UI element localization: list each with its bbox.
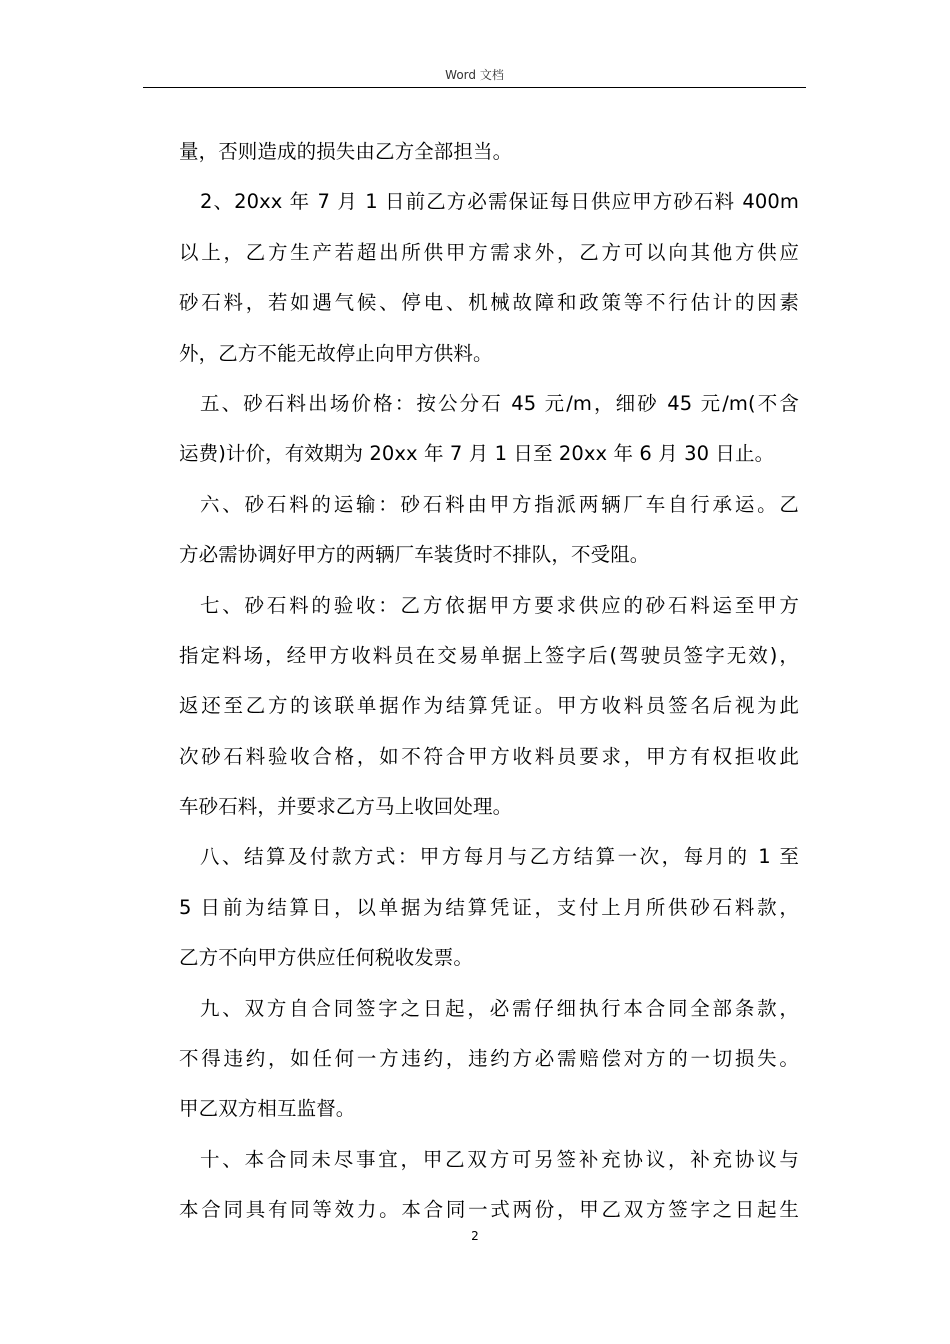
text-line: 方必需协调好甲方的两辆厂车装货时不排队，不受阻。 [179,543,650,567]
text-line: 乙方不向甲方供应任何税收发票。 [179,946,474,970]
text-line: 八、结算及付款方式：甲方每月与乙方结算一次，每月的 1 至 [200,845,799,869]
text-line: 次砂石料验收合格，如不符合甲方收料员要求，甲方有权拒收此 [179,744,799,768]
text-line: 运费)计价，有效期为 20xx 年 7 月 1 日至 20xx 年 6 月 30 日止。 [179,442,775,466]
page-number: 2 [471,1229,479,1243]
header-divider [143,87,806,88]
text-line: 量，否则造成的损失由乙方全部担当。 [179,140,513,163]
text-line: 十、本合同未尽事宜，甲乙双方可另签补充协议，补充协议与 [200,1147,799,1171]
text-line: 本合同具有同等效力。本合同一式两份，甲乙双方签字之日起生 [179,1198,799,1222]
text-line: 外，乙方不能无故停止向甲方供料。 [179,341,493,365]
text-line: 六、砂石料的运输：砂石料由甲方指派两辆厂车自行承运。乙 [200,492,799,516]
text-line: 返还至乙方的该联单据作为结算凭证。甲方收料员签名后视为此 [179,694,799,718]
page-header: Word 文档 [445,68,504,82]
text-line: 以上，乙方生产若超出所供甲方需求外，乙方可以向其他方供应 [179,240,799,264]
text-line: 甲乙双方相互监督。 [179,1097,356,1121]
text-line: 五、砂石料出场价格：按公分石 45 元/m，细砂 45 元/m(不含 [200,391,799,415]
text-line: 九、双方自合同签字之日起，必需仔细执行本合同全部条款， [200,996,799,1020]
text-line: 不得违约，如任何一方违约，违约方必需赔偿对方的一切损失。 [179,1047,799,1071]
text-line: 5 日前为结算日，以单据为结算凭证，支付上月所供砂石料款， [179,895,799,919]
text-line: 指定料场，经甲方收料员在交易单据上签字后(驾驶员签字无效)， [179,643,799,667]
document-body [179,127,799,1236]
text-line: 砂石料，若如遇气候、停电、机械故障和政策等不行估计的因素 [179,291,799,315]
text-line: 2、20xx 年 7 月 1 日前乙方必需保证每日供应甲方砂石料 400m [200,190,799,214]
text-line: 车砂石料，并要求乙方马上收回处理。 [179,795,513,819]
text-line: 七、砂石料的验收：乙方依据甲方要求供应的砂石料运至甲方 [200,593,799,617]
